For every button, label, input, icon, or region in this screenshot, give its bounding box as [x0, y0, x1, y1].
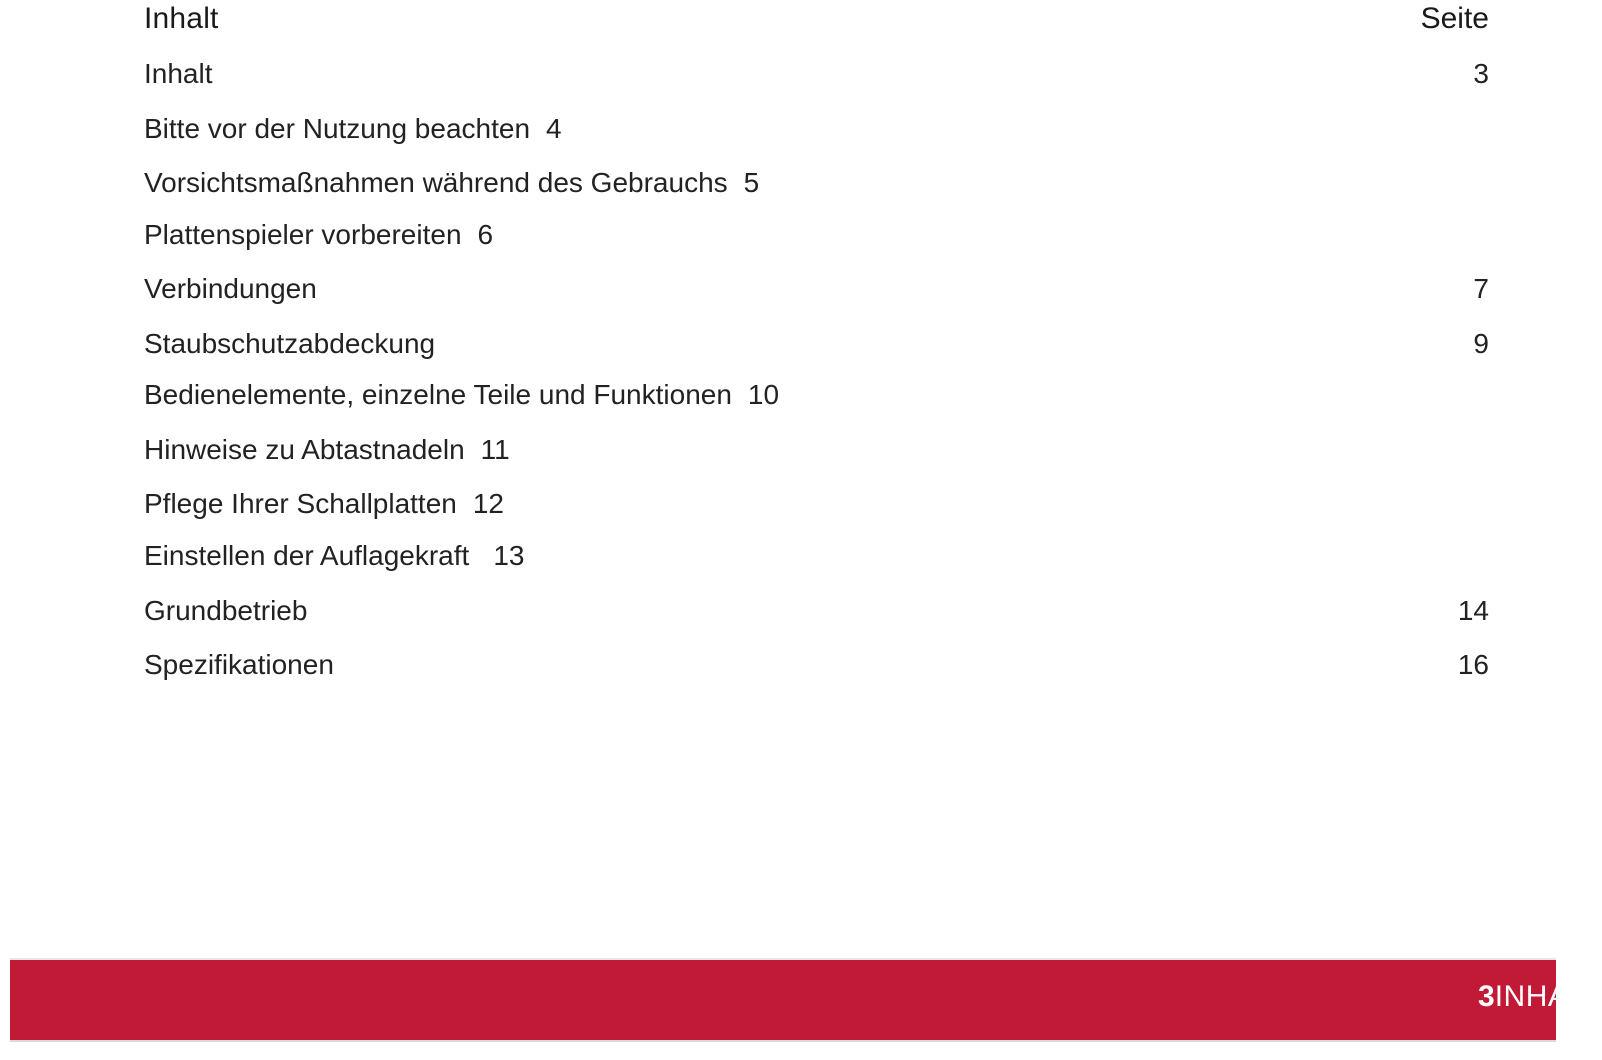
toc-entry[interactable] [144, 485, 1489, 523]
toc-page-column-label: Seite [1420, 2, 1489, 35]
toc-entry-page: 12 [472, 488, 505, 519]
footer-band [10, 958, 1602, 1042]
toc-entry[interactable] [144, 592, 1489, 630]
toc-entry[interactable] [144, 164, 1489, 202]
toc-entry[interactable] [144, 216, 1489, 254]
toc-entry[interactable] [144, 537, 1489, 575]
toc-entry-page: 5 [743, 167, 760, 198]
toc-entry-page: 3 [1473, 58, 1489, 89]
footer-divider [10, 1040, 1556, 1042]
footer-page-number: 3 [1478, 980, 1495, 1013]
footer-section-title: INHALT [1494, 980, 1602, 1013]
toc-entry-page: 13 [493, 540, 525, 571]
toc-entry-page: 16 [1457, 649, 1489, 680]
toc-entry-page: 9 [1473, 328, 1489, 359]
toc-entry-label: Verbindungen [144, 273, 317, 304]
toc-entry-label: Bitte vor der Nutzung beachten [144, 113, 531, 144]
toc-entry-page: 7 [1473, 273, 1489, 304]
toc-title: Inhalt [144, 2, 219, 35]
toc-entry-page: 4 [546, 113, 562, 144]
toc-entry[interactable] [144, 431, 1489, 469]
toc-entry[interactable] [144, 110, 1489, 148]
toc-entry-label: Pflege Ihrer Schallplatten [144, 488, 457, 519]
footer-running-head [1478, 980, 1602, 1014]
toc-entry[interactable] [144, 55, 1489, 93]
toc-entry-page: 10 [747, 379, 780, 410]
toc-list [144, 0, 1489, 700]
toc-entry-label: Vorsichtsmaßnahmen während des Gebrauchs [144, 167, 728, 198]
toc-entry-label: Hinweise zu Abtastnadeln [144, 434, 465, 465]
toc-entry-label: Bedienelemente, einzelne Teile und Funktionen [144, 379, 732, 410]
toc-entry-label: Grundbetrieb [144, 595, 308, 626]
toc-entry[interactable] [144, 325, 1489, 363]
toc-entry-label: Spezifikationen [144, 649, 334, 680]
toc-entry-label: Inhalt [144, 58, 213, 89]
toc-entry-page: 6 [477, 219, 494, 250]
toc-entry-page: 14 [1457, 595, 1489, 626]
toc-entry[interactable] [144, 376, 1489, 414]
toc-entry[interactable] [144, 646, 1489, 684]
toc-entry-label: Staubschutzabdeckung [144, 328, 436, 359]
toc-entry-label: Plattenspieler vorbereiten [144, 219, 462, 250]
toc-entry-label: Einstellen der Auflagekraft [144, 540, 470, 571]
toc-entry[interactable] [144, 270, 1489, 308]
toc-entry-page: 11 [480, 434, 510, 465]
